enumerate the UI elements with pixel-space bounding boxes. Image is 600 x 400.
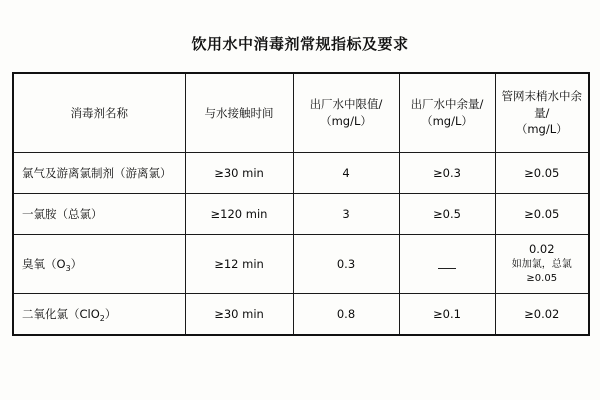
cell-contact-time: ≥30 min — [185, 294, 293, 336]
cell-network-residual: ≥0.05 — [495, 153, 589, 194]
cell-network-residual: ≥0.05 — [495, 194, 589, 235]
cell-contact-time: ≥12 min — [185, 235, 293, 294]
cell-contact-time: ≥120 min — [185, 194, 293, 235]
table-row — [13, 235, 589, 294]
table-row — [13, 153, 589, 194]
page-title: 饮用水中消毒剂常规指标及要求 — [191, 35, 409, 53]
table-row — [13, 194, 589, 235]
column-header-contact-time: 与水接触时间 — [185, 73, 293, 153]
cell-plant-residual: ≥0.1 — [399, 294, 495, 336]
table-row — [13, 294, 589, 336]
table-container — [12, 72, 588, 336]
table-header-row — [13, 73, 589, 153]
cell-network-residual: ≥0.02 — [495, 294, 589, 336]
table-body — [13, 153, 589, 336]
cell-plant-residual: ≥0.5 — [399, 194, 495, 235]
column-header-plant-limit: 出厂水中限值/ （mg/L） — [293, 73, 399, 153]
column-header-plant-residual: 出厂水中余量/ （mg/L） — [399, 73, 495, 153]
column-header-name: 消毒剂名称 — [13, 73, 185, 153]
cell-plant-limit: 4 — [293, 153, 399, 194]
cell-plant-limit: 0.8 — [293, 294, 399, 336]
cell-plant-limit: 3 — [293, 194, 399, 235]
column-header-network-residual: 管网末梢水中余量/ （mg/L） — [495, 73, 589, 153]
disinfectant-requirements-table — [12, 72, 590, 336]
cell-plant-limit: 0.3 — [293, 235, 399, 294]
cell-disinfectant-name: 氯气及游离氯制剂（游离氯） — [13, 153, 185, 194]
cell-disinfectant-name: 臭氧$(O_3)$ — [13, 235, 185, 294]
cell-disinfectant-name: 二氧化氯（ClO$_2$） — [13, 294, 185, 336]
table-header — [13, 73, 589, 153]
em-dash-mark — [438, 260, 456, 269]
cell-plant-residual — [399, 235, 495, 294]
cell-plant-residual: ≥0.3 — [399, 153, 495, 194]
cell-network-residual: 0.02 如加氯，总氯≥0.05 — [495, 235, 589, 294]
cell-disinfectant-name: 一氯胺（总氯） — [13, 194, 185, 235]
cell-contact-time: ≥30 min — [185, 153, 293, 194]
